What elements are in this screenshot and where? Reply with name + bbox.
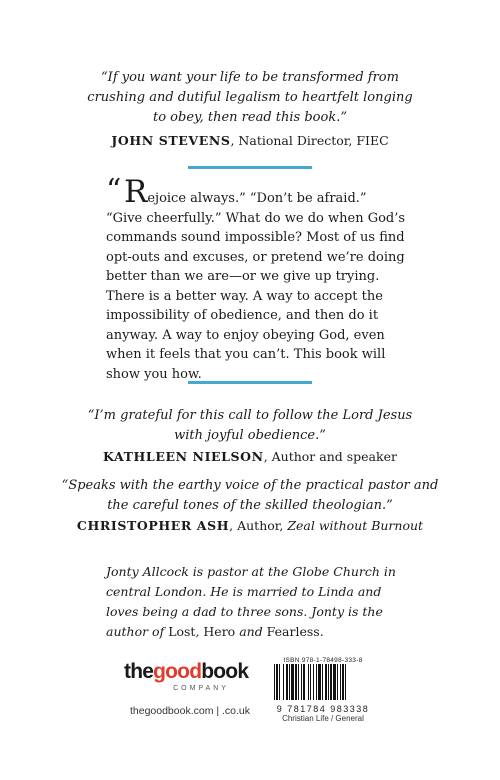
barcode-bar	[318, 664, 321, 700]
quote-line: “I’m grateful for this call to follow the Lord Jesus	[87, 408, 413, 423]
endorser-role: , Author and speaker	[263, 449, 397, 464]
endorsement-christopher-ash-quote	[0, 476, 500, 516]
bio-book-fearless: Fearless	[266, 624, 320, 639]
blurb	[106, 173, 406, 384]
quote-line: to obey, then read this book.”	[152, 110, 347, 125]
bio-end: .	[319, 624, 324, 639]
barcode-bar	[313, 664, 314, 700]
divider-rule-bottom	[188, 381, 312, 384]
endorser-name: KATHLEEN NIELSON	[103, 449, 264, 464]
divider-rule-top	[188, 166, 312, 169]
endorser-name: JOHN STEVENS	[111, 133, 231, 148]
open-quote-mark: “	[106, 173, 122, 208]
barcode-bar	[328, 664, 329, 700]
blurb-paragraph-1-text: ejoice always.” “Don’t be afraid.” “Give cheerfully.” What do we do when God’s commands sound impossible? Most of us find opt-outs and excuses, or pretend we’re doing better than we are—or we give up trying.	[106, 191, 406, 284]
blurb-paragraph-2: There is a better way. A way to accept the impossibility of obedience, and then do it anyway. A way to enjoy obeying God, even when it feels that you can’t. This book will show you how.	[106, 288, 386, 382]
barcode-bar	[295, 664, 297, 700]
bio-text: Jonty Allcock is pastor at the Globe Church in central London. He is married to Linda and loves being a dad to three sons. Jonty is the author of	[106, 564, 396, 639]
logo-company: COMPANY	[173, 685, 229, 692]
barcode-bar	[325, 664, 327, 700]
barcode-bar	[301, 664, 302, 700]
quote-line: the careful tones of the skilled theologian.”	[107, 498, 393, 513]
barcode-bar	[289, 664, 290, 700]
barcode-bar	[337, 664, 338, 700]
bio-separator: ,	[195, 624, 204, 639]
barcode-bar	[310, 664, 311, 700]
barcode-bar	[345, 664, 346, 700]
barcode-bar	[286, 664, 288, 700]
bio-book-lost: Lost	[168, 624, 196, 639]
barcode-bar	[322, 664, 323, 700]
barcode-bar	[283, 664, 284, 700]
barcode-bar	[340, 664, 341, 700]
endorser-role: , National Director, FIEC	[230, 133, 389, 148]
logo-good: good	[153, 660, 202, 683]
quote-line: “If you want your life to be transformed from	[101, 70, 399, 85]
barcode-bar	[342, 664, 344, 700]
publisher-website: thegoodbook.com | .co.uk	[129, 705, 251, 717]
barcode-digits: 9 781784 983338	[276, 704, 370, 714]
publisher-logo	[124, 660, 249, 693]
barcode-bar	[316, 664, 317, 700]
logo-wordmark	[124, 660, 249, 684]
logo-the: the	[124, 660, 154, 683]
barcode-bar	[303, 664, 305, 700]
bio-book-hero: Hero	[203, 624, 236, 639]
quote-line: with joyful obedience.”	[174, 428, 326, 443]
barcode-bar	[291, 664, 294, 700]
endorser-name: CHRISTOPHER ASH	[76, 518, 230, 533]
quote-line: “Speaks with the earthy voice of the practical pastor and	[61, 478, 439, 493]
barcode-bar	[333, 664, 336, 700]
barcode-bar	[276, 664, 278, 700]
quote-line: crushing and dutiful legalism to heartfelt longing	[87, 90, 413, 105]
barcode-bar	[298, 664, 299, 700]
endorser-role: , Author,	[229, 518, 288, 533]
barcode-graphic	[268, 664, 378, 700]
logo-book: book	[201, 660, 249, 683]
author-bio	[106, 562, 406, 642]
endorsement-kathleen-nielson-quote	[0, 406, 500, 446]
drop-cap: R	[124, 174, 148, 210]
endorsement-john-stevens-quote	[0, 68, 500, 128]
endorsement-kathleen-nielson-attribution	[0, 448, 500, 466]
barcode-bar	[308, 664, 309, 700]
bio-and: and	[235, 624, 267, 639]
endorsement-john-stevens-attribution	[0, 132, 500, 150]
endorser-book-title: Zeal without Burnout	[287, 518, 424, 533]
barcode-bar	[274, 664, 275, 700]
book-category: Christian Life / General	[282, 714, 364, 723]
blurb-paragraph-1	[106, 174, 406, 287]
isbn-text: ISBN 978-1-78498-333-8	[283, 657, 363, 664]
barcode-bar	[279, 664, 280, 700]
endorsement-christopher-ash-attribution	[0, 517, 500, 535]
barcode-bar	[330, 664, 332, 700]
